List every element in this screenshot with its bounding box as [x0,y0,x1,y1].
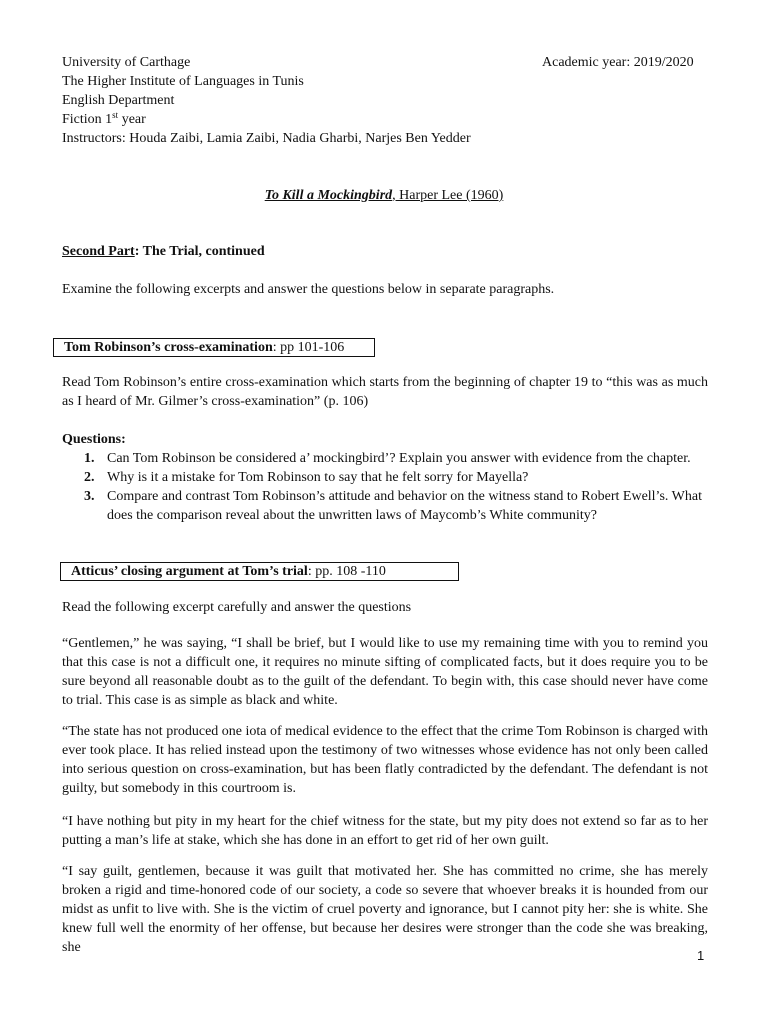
excerpt-text: “The state has not produced one iota of medical evidence to the effect that the crime Tom Robinson is charged with ever took place. It has relied instead upon the testimony of two witnesses whose evidence has not only been called into serious question on cross-examination, but has been flatly contradicted by the defendant. The defendant is not guilty, but somebody in this courtroom is. [62,724,708,796]
question-text: Why is it a mistake for Tom Robinson to say that he felt sorry for Mayella? [107,470,529,485]
section1-heading: Tom Robinson’s cross-examination [64,340,273,355]
excerpt-text: “I say guilt, gentlemen, because it was guilt that motivated her. She has committed no crime, she has merely broken a rigid and time-honored code of our society, a code so severe that whoever breaks it is hounded from our midst as unfit to live with. She is the victim of cruel poverty and ignorance, but I cannot pity her: she is white. She knew full well the enormity of her offense, but because her desires were stronger than the code she was breaking, she [62,864,708,955]
section1-pages: : pp 101-106 [272,340,345,355]
instructors: Instructors: Houda Zaibi, Lamia Zaibi, Nadia Gharbi, Narjes Ben Yedder [62,131,471,146]
university-name: University of Carthage [62,55,191,70]
part-label: Second Part [62,244,135,259]
excerpt-text: “I have nothing but pity in my heart for the chief witness for the state, but my pity does not extend so far as to her putting a man’s life at stake, which she has done in an effort to get rid of her own guilt. [62,814,708,848]
questions-heading: Questions: [62,432,126,447]
institute-name: The Higher Institute of Languages in Tunis [62,74,304,89]
section1-heading-box [53,338,375,357]
excerpt-text: “Gentlemen,” he was saying, “I shall be brief, but I would like to use my remaining time with you to remind you that this case is not a difficult one, it requires no minute sifting of complicated facts, but it does require you to be sure beyond all reasonable doubt as to the guilt of the defendant. To begin with, this case should never have come to trial. This case is as simple as black and white. [62,636,708,708]
question-text: Can Tom Robinson be considered a’ mockingbird’? Explain you answer with evidence from the chapter. [107,451,691,466]
section1-intro-text: Read Tom Robinson’s entire cross-examination which starts from the beginning of chapter 19 to “this was as much as I heard of Mr. Gilmer’s cross-examination” (p. 106) [62,375,708,409]
questions-list [62,449,708,525]
question-number: 1. [84,451,95,466]
question-text: Compare and contrast Tom Robinson’s attitude and behavior on the witness stand to Robert Ewell’s. What does the comparison reveal about the unwritten laws of Maycomb’s White community? [107,489,702,523]
section2-heading: Atticus’ closing argument at Tom’s trial [71,564,308,579]
course-superscript: st [112,110,119,120]
excerpt-paragraph [62,812,708,850]
section2-heading-box [60,562,459,581]
institution-header [62,53,471,148]
excerpt-paragraph [62,862,708,957]
course-suffix: year [118,112,146,127]
course-name [62,110,471,129]
academic-year: Academic year: 2019/2020 [542,55,694,70]
book-author: , Harper Lee (1960) [392,188,504,203]
excerpt-paragraph [62,634,708,710]
course-prefix: Fiction 1 [62,112,113,127]
question-number: 2. [84,470,95,485]
section1-intro [62,373,708,411]
instruction-text: Examine the following excerpts and answer the questions below in separate paragraphs. [62,282,555,297]
question-item [62,449,708,468]
excerpt-paragraph [62,722,708,798]
part-subtitle: : The Trial, continued [134,244,265,259]
section2-pages: : pp. 108 -110 [307,564,386,579]
question-item [62,487,708,525]
department-name: English Department [62,93,175,108]
book-title: To Kill a Mockingbird [264,188,393,203]
document-title [0,186,768,205]
question-number: 3. [84,489,95,504]
section2-intro: Read the following excerpt carefully and answer the questions [62,600,412,615]
page-number: 1 [697,948,705,963]
part-heading [62,242,265,261]
question-item [62,468,708,487]
